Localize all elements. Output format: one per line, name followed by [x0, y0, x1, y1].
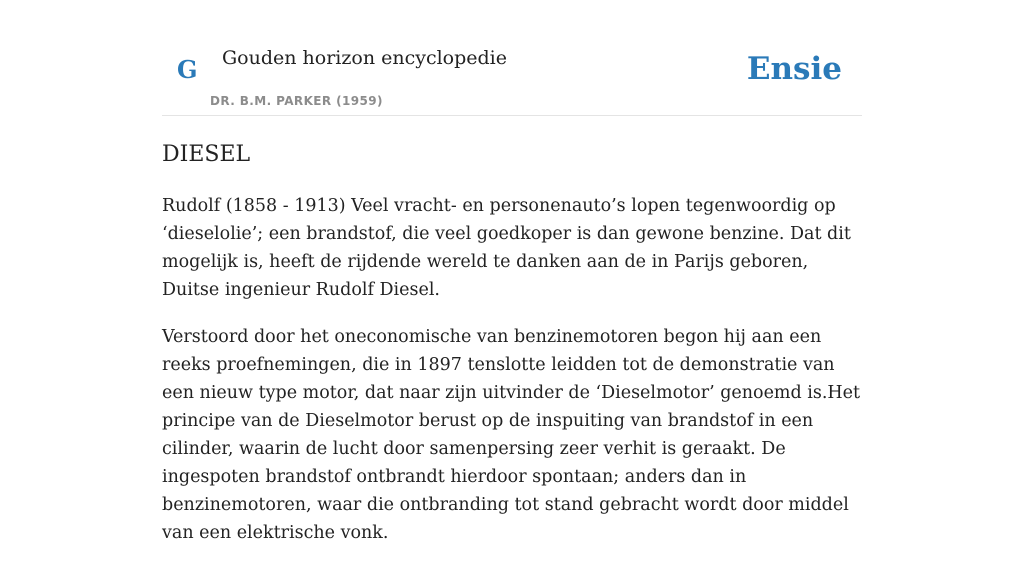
entry-title: DIESEL [162, 142, 251, 167]
entry-paragraph: Verstoord door het oneconomische van benzinemotoren begon hij aan een reeks proefnemingen, die in 1897 tenslotte leidden tot de demonstratie van een nieuw type motor, dat naar zijn uitvinder de ‘Dieselmotor’ genoemd is.Het principe van de Dieselmotor berust op de inspuiting van brandstof in een cilinder, waarin de lucht door samenpersing zeer verhit is geraakt. De ingespoten brandstof ontbrandt hierdoor spontaan; anders dan in benzinemotoren, waar die ontbranding tot stand gebracht wordt door middel van een elektrische vonk. [162, 327, 861, 543]
book-title[interactable]: Gouden horizon encyclopedie [222, 47, 507, 69]
entry-paragraph: Rudolf (1858 - 1913) Veel vracht- en personenauto’s lopen tegenwoordig op ‘dieselolie’; een brandstof, die veel goedkoper is dan gewone benzine. Dat dit mogelijk is, heeft de rijdende wereld te danken aan de in Parijs geboren, Duitse ingenieur Rudolf Diesel. [162, 196, 851, 300]
page [162, 0, 862, 543]
entry-body [162, 192, 862, 566]
brand-logo[interactable]: Ensie [746, 51, 842, 87]
book-logo-icon[interactable]: G [177, 55, 198, 84]
book-header [162, 0, 862, 116]
book-author: DR. B.M. PARKER (1959) [210, 94, 383, 108]
